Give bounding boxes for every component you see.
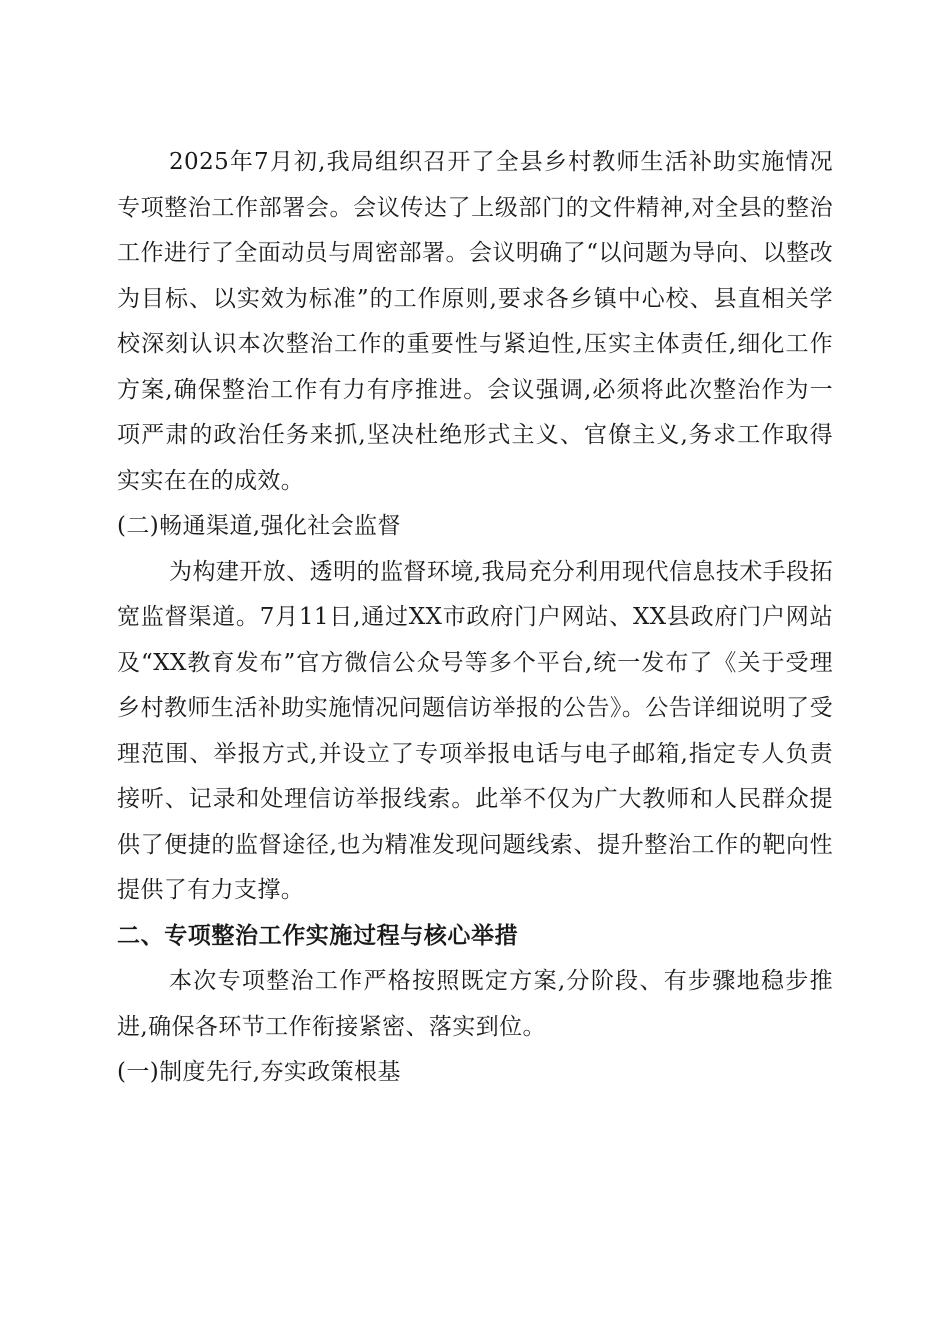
subheading-system-first: (一)制度先行,夯实政策根基 — [117, 1059, 401, 1085]
section-heading-implementation: 二、专项整治工作实施过程与核心举措 — [117, 922, 519, 949]
subheading-open-channels: (二)畅通渠道,强化社会监督 — [117, 513, 401, 539]
paragraph-meeting-deployment: 2025年7月初,我局组织召开了全县乡村教师生活补助实施情况专项整治工作部署会。会议传达了上级部门的文件精神,对全县的整治工作进行了全面动员与周密部署。会议明确了“以问题为导向、以整改为目标、以实效为标准”的工作原则,要求各乡镇中心校、县直相关学校深刻认识本次整治工作的重要性与紧迫性,压实主体责任,细化工作方案,确保整治工作有力有序推进。会议强调,必须将此次整治作为一项严肃的政治任务来抓,坚决杜绝形式主义、官僚主义,务求工作取得实实在在的成效。 — [117, 149, 833, 494]
paragraph-implementation-intro: 本次专项整治工作严格按照既定方案,分阶段、有步骤地稳步推进,确保各环节工作衔接紧密、落实到位。 — [117, 968, 833, 1040]
paragraph-supervision-channels: 为构建开放、透明的监督环境,我局充分利用现代信息技术手段拓宽监督渠道。7月11日,通过XX市政府门户网站、XX县政府门户网站及“XX教育发布”官方微信公众号等多个平台,统一发布了《关于受理乡村教师生活补助实施情况问题信访举报的公告》。公告详细说明了受理范围、举报方式,并设立了专项举报电话与电子邮箱,指定专人负责接听、记录和处理信访举报线索。此举不仅为广大教师和人民群众提供了便捷的监督途径,也为精准发现问题线索、提升整治工作的靶向性提供了有力支撑。 — [117, 558, 833, 903]
document-body — [117, 140, 833, 1096]
